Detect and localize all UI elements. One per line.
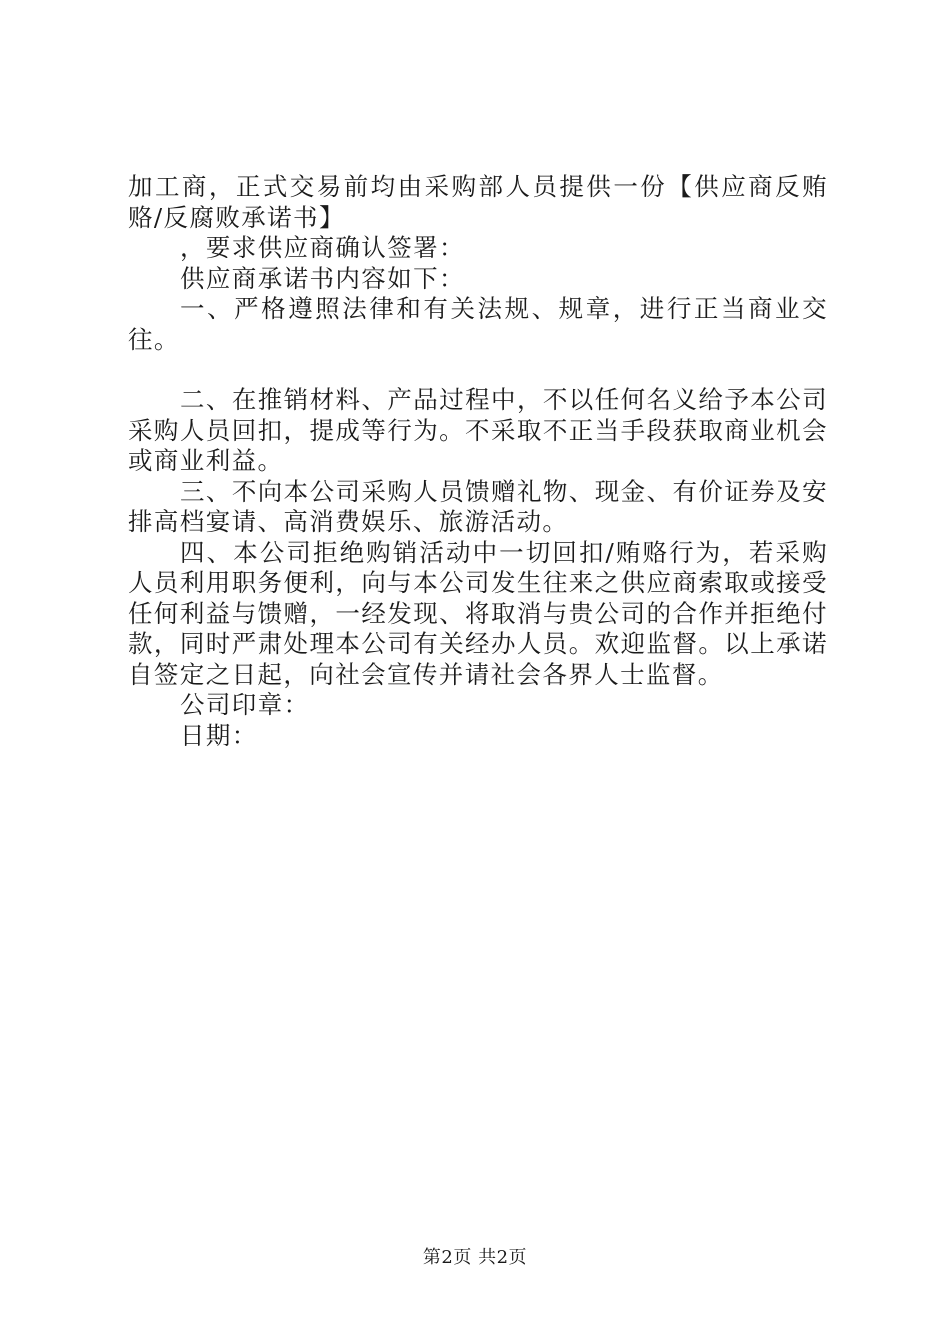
paragraph-item-4: 四、本公司拒绝购销活动中一切回扣/贿赂行为，若采购人员利用职务便利，向与本公司发生往来之供应商索取或接受任何利益与馈赠，一经发现、将取消与贵公司的合作并拒绝付款，同时严肃处理本公司有关经办人员。欢迎监督。以上承诺自签定之日起，向社会宣传并请社会各界人士监督。 xyxy=(128,537,828,689)
paragraph-item-1: 一、严格遵照法律和有关法规、规章，进行正当商业交往。 xyxy=(128,294,828,354)
paragraph-item-3: 三、不向本公司采购人员馈赠礼物、现金、有价证券及安排高档宴请、高消费娱乐、旅游活动。 xyxy=(128,476,828,536)
company-seal-label: 公司印章： xyxy=(180,690,310,719)
paragraph-content-heading: 供应商承诺书内容如下： xyxy=(180,263,465,293)
document-body xyxy=(128,172,828,751)
paragraph-confirm-sign: ，要求供应商确认签署： xyxy=(180,233,465,262)
paragraph-intro: 加工商，正式交易前均由采购部人员提供一份【供应商反贿赂/反腐败承诺书】 xyxy=(128,172,828,232)
paragraph-item-2: 二、在推销材料、产品过程中，不以任何名义给予本公司采购人员回扣，提成等行为。不采取不正当手段获取商业机会或商业利益。 xyxy=(128,385,828,475)
page-footer: 第2页 共2页 xyxy=(422,1247,528,1268)
date-label: 日期： xyxy=(180,720,258,750)
